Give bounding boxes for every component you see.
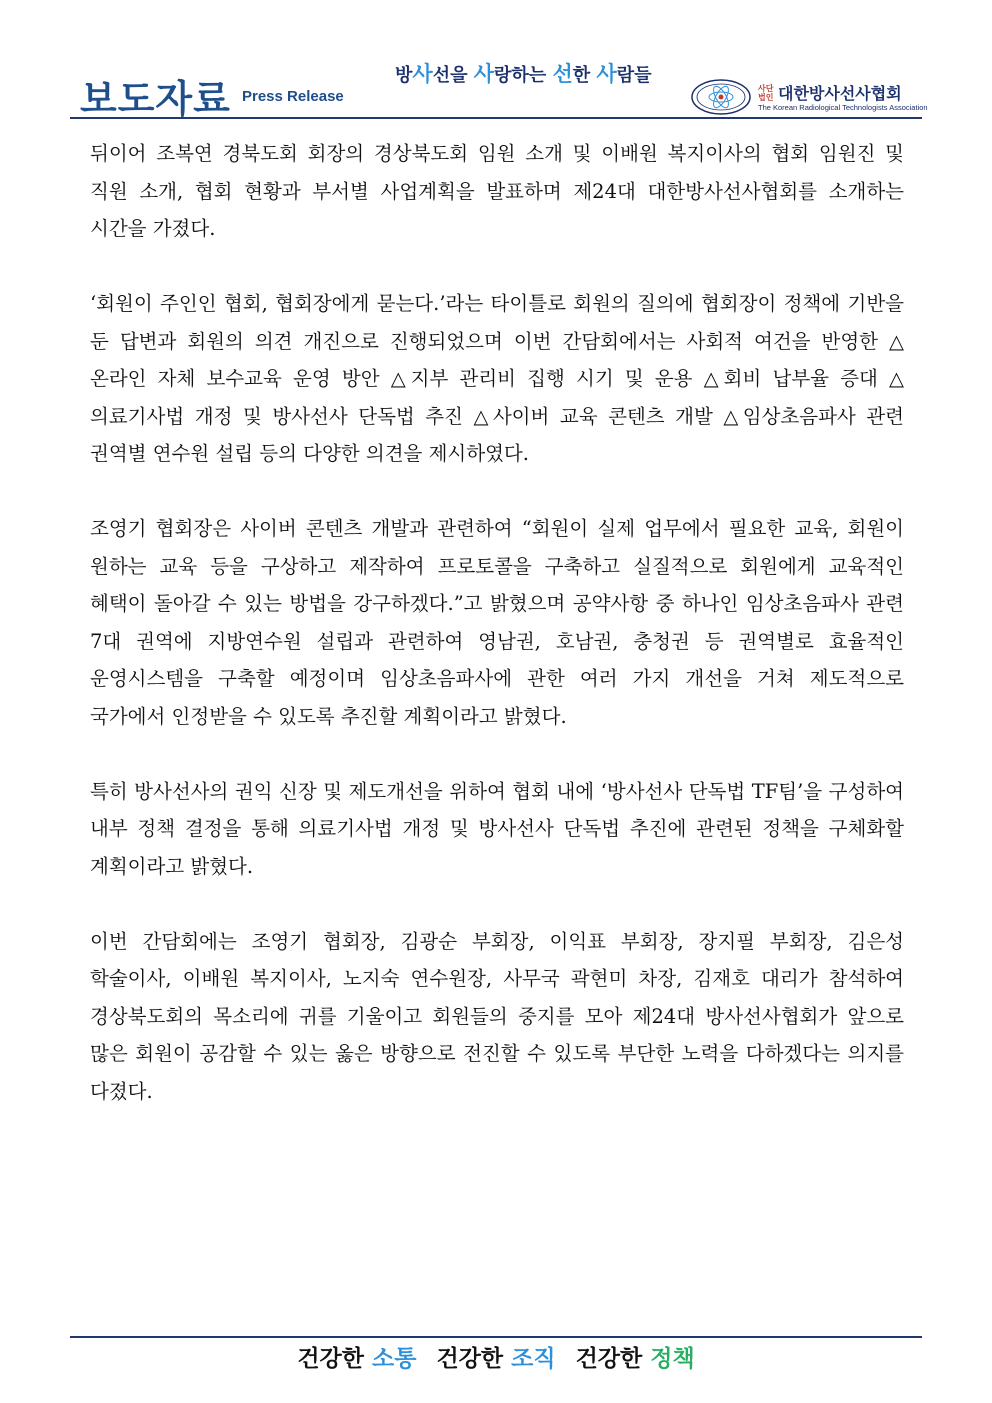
footer-slogan-word: 소통 [371,1346,417,1372]
footer-slogan [0,1340,992,1373]
footer-slogan-prefix: 건강한 [297,1346,364,1372]
association-logo-block [690,78,928,116]
article-paragraph: 특히 방사선사의 권익 신장 및 제도개선을 위하여 협회 내에 ‘방사선사 단독법 TF팀’을 구성하여 내부 정책 결정을 통해 의료기사법 개정 및 방사선사 단독법 추진에 관련된 정책을 구체화할 계획이라고 밝혔다. [90,779,904,878]
slogan-part: 방 [395,65,413,86]
association-type-tag: 사단 법인 [758,84,774,102]
slogan-part: 한 [572,65,597,86]
slogan-part: 사 [596,62,617,86]
article-body [90,135,904,1148]
article-paragraph: 뒤이어 조복연 경북도회 회장의 경상북도회 임원 소개 및 이배원 복지이사의 협회 임원진 및 직원 소개, 협회 현황과 부서별 사업계획을 발표하며 제24대 대한방사선사협회를 소개하는 시간을 가졌다. [90,142,904,240]
footer-slogan-item [576,1346,695,1372]
slogan-part: 랑하는 [494,65,553,86]
atom-seal-icon [690,78,752,116]
page-header [70,40,928,121]
footer-slogan-item [436,1346,555,1372]
slogan-part: 사 [473,62,495,86]
footer-divider [70,1336,922,1338]
slogan-part: 사 [412,62,433,86]
footer-slogan-prefix: 건강한 [575,1346,643,1372]
slogan [395,58,652,88]
article-paragraph: ‘회원이 주인인 협회, 협회장에게 묻는다.’라는 타이틀로 회원의 질의에 협회장이 정책에 기반을 둔 답변과 회원의 의견 개진으로 진행되었으며 이번 간담회에서는 사회적 여건을 반영한 △온라인 자체 보수교육 운영 방안 △지부 관리비 집행 시기 및 운용 △회비 납부율 증대 △의료기사법 개정 및 방사선사 단독법 추진 △사이버 교육 콘텐츠 개발 △임상초음파사 관련 권역별 연수원 설립 등의 다양한 의견을 제시하였다. [90,292,904,465]
slogan-part: 선을 [432,65,474,86]
footer-slogan-prefix: 건강한 [436,1346,504,1372]
press-release-title: 보도자료 [80,77,231,121]
article-paragraph: 조영기 협회장은 사이버 콘텐츠 개발과 관련하여 “회원이 실제 업무에서 필요한 교육, 회원이 원하는 교육 등을 구상하고 제작하여 프로토콜을 구축하고 실질적으로 회원에게 교육적인 혜택이 돌아갈 수 있는 방법을 강구하겠다.”고 밝혔으며 공약사항 중 하나인 임상초음파사 관련 7대 권역에 지방연수원 설립과 관련하여 영남권, 호남권, 충청권 등 권역별로 효율적인 운영시스템을 구축할 예정이며 임상초음파사에 관한 여러 가지 개선을 거쳐 제도적으로 국가에서 인정받을 수 있도록 추진할 계획이라고 밝혔다. [90,517,904,728]
slogan-part: 선 [552,62,573,86]
header-divider [70,117,922,119]
press-release-subtitle: Press Release [242,88,344,105]
footer-slogan-word: 정책 [650,1346,695,1372]
footer-slogan-word: 조직 [511,1346,556,1372]
slogan-part: 람들 [616,65,652,86]
association-name: 대한방사선사협회 [778,84,902,103]
footer-slogan-item [297,1346,416,1372]
article-paragraph: 이번 간담회에는 조영기 협회장, 김광순 부회장, 이익표 부회장, 장지필 부회장, 김은성 학술이사, 이배원 복지이사, 노지숙 연수원장, 사무국 곽현미 차장, 김재호 대리가 참석하여 경상북도회의 목소리에 귀를 기울이고 회원들의 중지를 모아 제24대 방사선사협회가 앞으로 많은 회원이 공감할 수 있는 옳은 방향으로 전진할 수 있도록 부단한 노력을 다하겠다는 의지를 다졌다. [90,929,904,1103]
association-name-en: The Korean Radiological Technologists Association [758,103,928,112]
